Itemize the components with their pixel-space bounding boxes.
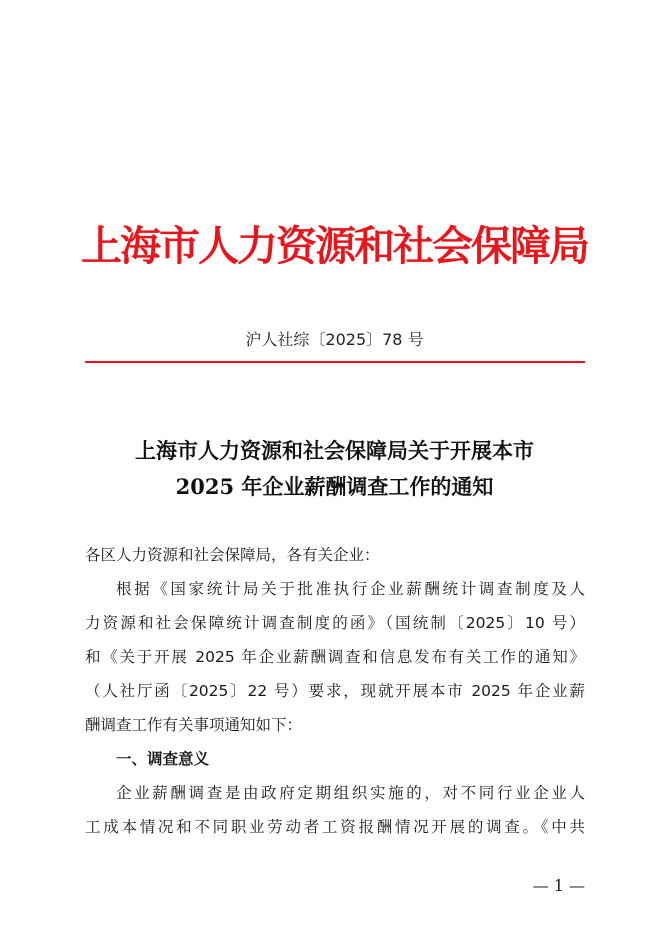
paragraph-line: 力资源和社会保障统计调查制度的函》（国统制〔2025〕10 号） [85,614,585,632]
document-title [0,433,669,505]
page-number: — 1 — [532,876,585,895]
red-separator-line [85,361,585,363]
paragraph-line: 根据《国家统计局关于批准执行企业薪酬统计调查制度及人 [116,580,585,598]
paragraph-line: 企业薪酬调查是由政府定期组织实施的，对不同行业企业人 [116,784,585,802]
document-number: 沪人社综〔2025〕78 号 [245,330,424,349]
paragraph-basis [85,572,585,742]
paragraph-line: （人社厅函〔2025〕22 号）要求，现就开展本市 2025 年企业薪 [85,682,585,700]
title-line-2: 2025 年企业薪酬调查工作的通知 [175,474,494,499]
title-line-1: 上海市人力资源和社会保障局关于开展本市 [135,438,534,463]
section-heading: 一、调查意义 [116,750,210,768]
issuing-agency-name: 上海市人力资源和社会保障局 [81,222,588,270]
document-body [85,538,585,844]
paragraph-line: 工成本情况和不同职业劳动者工资报酬情况开展的调查。《中共 [85,818,585,836]
paragraph-significance [85,776,585,844]
paragraph-line: 和《关于开展 2025 年企业薪酬调查和信息发布有关工作的通知》 [85,648,585,666]
salutation: 各区人力资源和社会保障局，各有关企业： [85,546,380,564]
paragraph-line: 酬调查工作有关事项通知如下： [85,716,303,734]
